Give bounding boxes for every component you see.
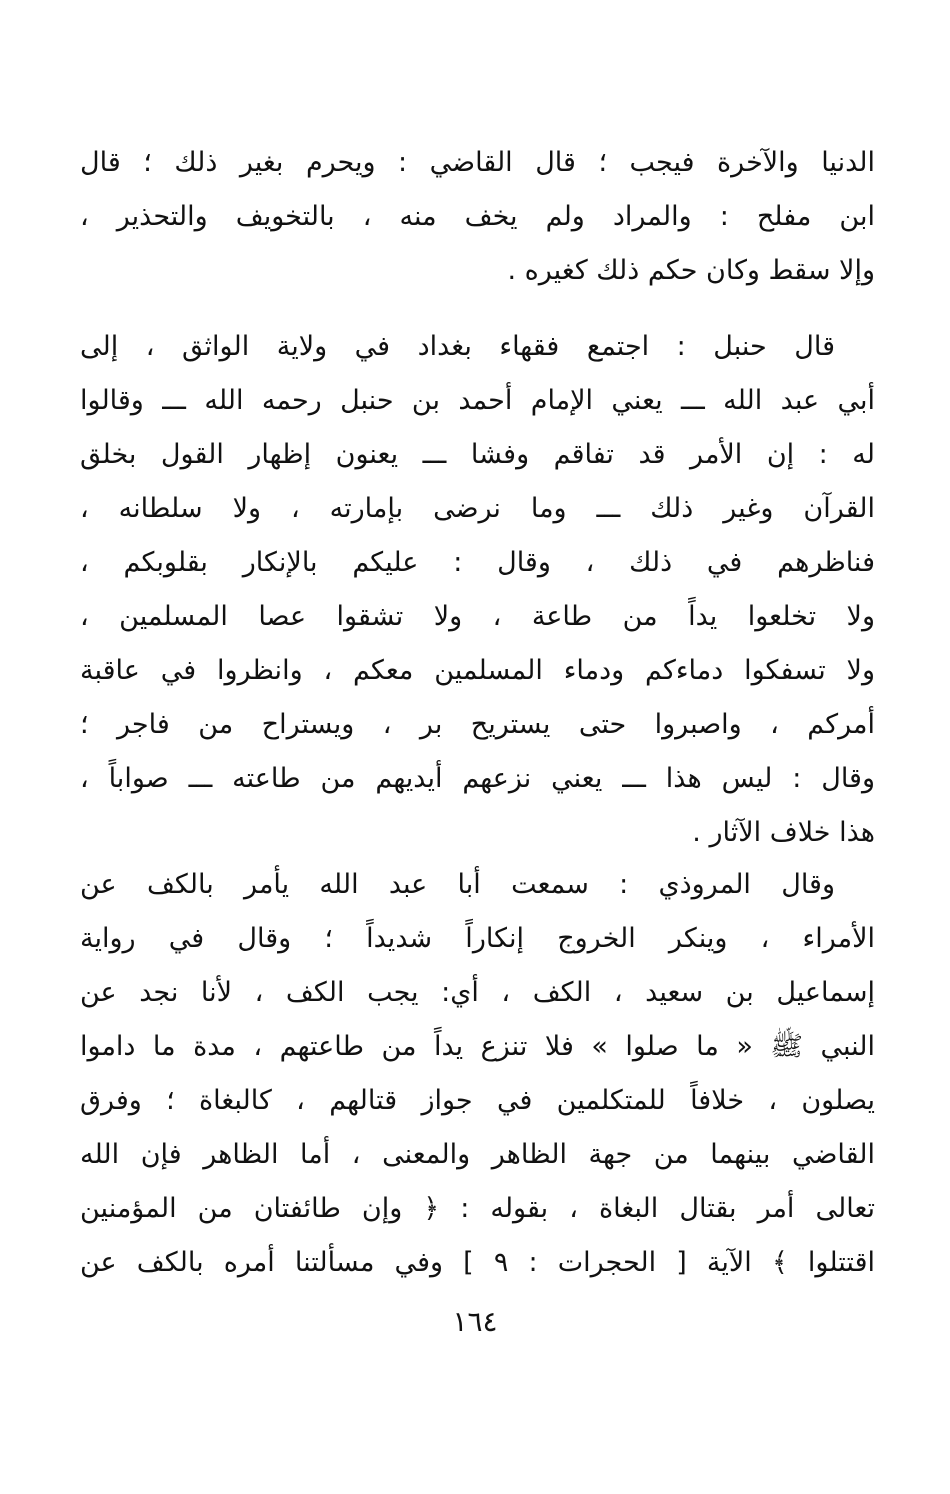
paragraph-2 xyxy=(80,320,875,860)
text-line: أبي عبد الله ـــ يعني الإمام أحمد بن حنبل رحمه الله ـــ وقالوا xyxy=(80,385,875,416)
text-line: فناظرهم في ذلك ، وقال : عليكم بالإنكار بقلوبكم ، xyxy=(80,547,875,578)
text-line: هذا خلاف الآثار . xyxy=(692,817,875,848)
text-line: القرآن وغير ذلك ـــ وما نرضى بإمارته ، ولا سلطانه ، xyxy=(80,493,875,524)
text-line: تعالى أمر بقتال البغاة ، بقوله : ﴿ وإن طائفتان من المؤمنين xyxy=(80,1193,875,1224)
text-line: يصلون ، خلافاً للمتكلمين في جواز قتالهم ، كالبغاة ؛ وفرق xyxy=(80,1085,875,1116)
text-line: إسماعيل بن سعيد ، الكف ، أي: يجب الكف ، لأنا نجد عن xyxy=(80,977,875,1008)
page-number: ١٦٤ xyxy=(452,1305,498,1338)
text-line: أمركم ، واصبروا حتى يستريح بر ، ويستراح من فاجر ؛ xyxy=(80,709,875,740)
text-line: الأمراء ، وينكر الخروج إنكاراً شديداً ؛ وقال في رواية xyxy=(80,923,875,954)
text-line: ابن مفلح : والمراد ولم يخف منه ، بالتخويف والتحذير ، xyxy=(80,201,875,232)
paragraph-1 xyxy=(80,136,875,298)
text-line: الدنيا والآخرة فيجب ؛ قال القاضي : ويحرم بغير ذلك ؛ قال xyxy=(80,147,875,178)
text-line: القاضي بينهما من جهة الظاهر والمعنى ، أما الظاهر فإن الله xyxy=(80,1139,875,1170)
text-line: اقتتلوا ﴾ الآية [ الحجرات : ٩ ] وفي مسألتنا أمره بالكف عن xyxy=(80,1247,875,1278)
text-line: وإلا سقط وكان حكم ذلك كغيره . xyxy=(507,255,875,286)
text-line: له : إن الأمر قد تفاقم وفشا ـــ يعنون إظهار القول بخلق xyxy=(80,439,875,470)
text-line: النبي ﷺ « ما صلوا » فلا تنزع يداً من طاعتهم ، مدة ما داموا xyxy=(80,1031,875,1062)
text-line: وقال : ليس هذا ـــ يعني نزعهم أيديهم من طاعته ـــ صواباً ، xyxy=(80,763,875,794)
text-line: ولا تخلعوا يداً من طاعة ، ولا تشقوا عصا المسلمين ، xyxy=(80,601,875,632)
text-line: ولا تسفكوا دماءكم ودماء المسلمين معكم ، وانظروا في عاقبة xyxy=(80,655,875,686)
paragraph-3 xyxy=(80,858,875,1290)
text-line: قال حنبل : اجتمع فقهاء بغداد في ولاية الواثق ، إلى xyxy=(80,331,835,362)
text-line: وقال المروذي : سمعت أبا عبد الله يأمر بالكف عن xyxy=(80,869,835,900)
